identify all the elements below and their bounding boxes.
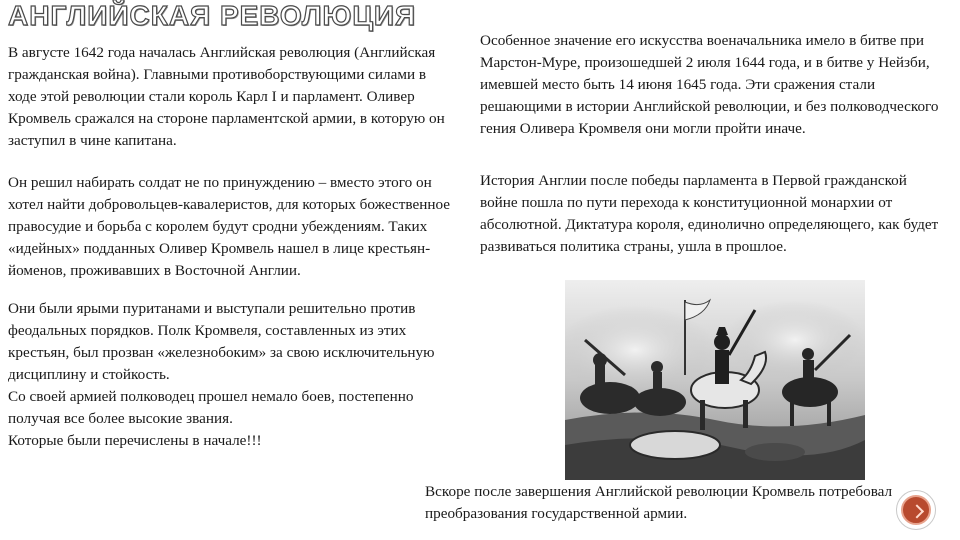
left-text-4: Со своей армией полководец прошел немало боев, постепенно получая все более высокие звания. [8,388,414,427]
right-text-1: Особенное значение его искусства военачальника имело в битве при Марстон-Муре, произошедшей 2 июля 1644 года, и в битве у Нейзби, имевшей место быть 14 июня 1645 года. Эти сражения стали решающими в истории Английской революции, и без полководческого гения Оливера Кромвеля они могли пройти иначе. [480,32,939,137]
left-text-1: В августе 1642 года началась Английская революция (Английская гражданская война). Главными противоборствующими силами в ходе этой революции стали король Карл I и парламент. Оливер Кромвель сражался на стороне парламентской армии, в которую он заступил в чине капитана. [8,44,445,149]
left-text-2: Он решил набирать солдат не по принуждению – вместо этого он хотел найти добровольцев-кавалеристов, для которых божественное правосудие и борьба с королем будут сродни убеждениям. Таких «идейных» подданных Оливер Кромвель нашел в лице крестьян-йоменов, проживавших в Восточной Англии. [8,174,450,279]
left-paragraph-2 [8,172,453,282]
right-text-2: История Англии после победы парламента в Первой гражданской войне пошла по пути перехода к конституционной монархии от абсолютной. Диктатура короля, единолично определяющего, как будет развиваться политика страны, ушла в прошлое. [480,172,939,255]
nav-arrow-icon [901,495,931,525]
right-paragraph-1 [480,30,942,140]
slide-title: АНГЛИЙСКАЯ РЕВОЛЮЦИЯ [8,0,417,31]
left-paragraph-1 [8,42,453,152]
battle-engraving-image [565,280,865,480]
left-text-3: Они были ярыми пуританами и выступали решительно против феодальных порядков. Полк Кромвеля, составленных из этих крестьян, был прозван «железнобоким» за свою исключительную дисциплину и стойкость. [8,300,435,383]
left-text-5: Которые были перечислены в начале!!! [8,432,262,449]
right-paragraph-2 [480,170,942,258]
image-caption: Вскоре после завершения Английской революции Кромвель потребовал преобразования государственной армии. [425,483,893,522]
battle-engraving-icon [565,280,865,480]
slide-nav-button[interactable] [896,490,936,530]
left-paragraph-3 [8,298,453,452]
